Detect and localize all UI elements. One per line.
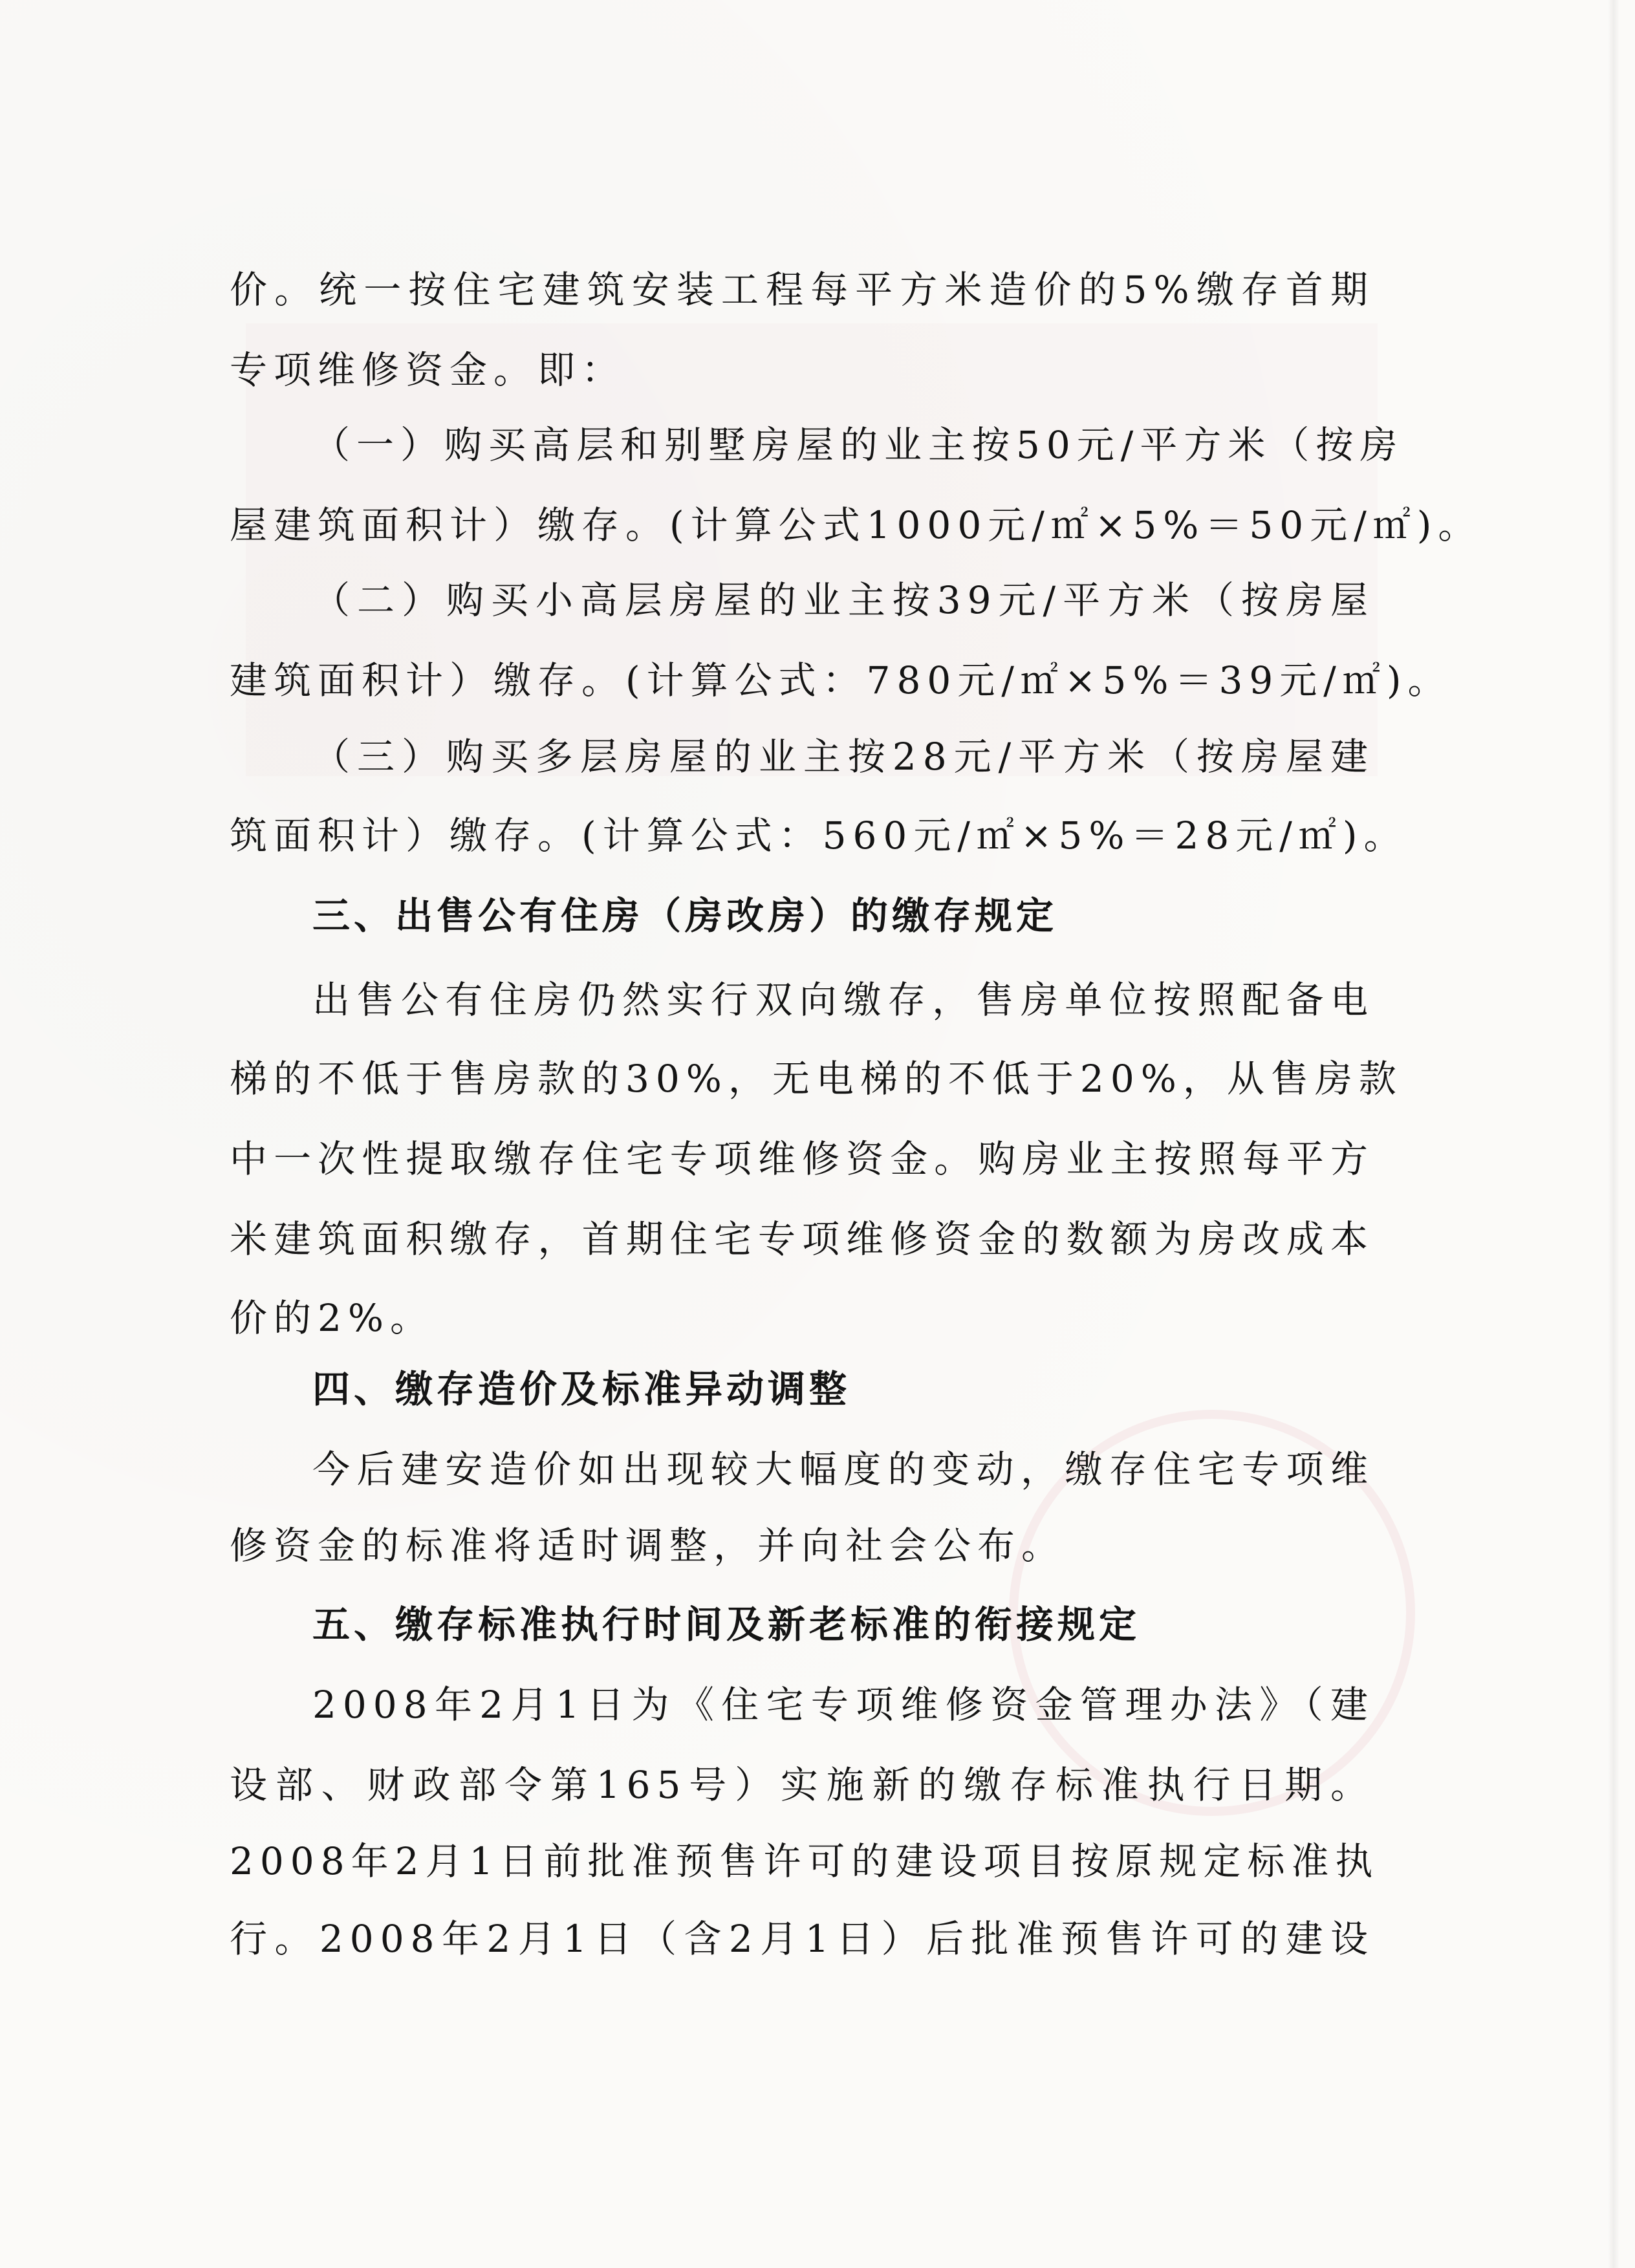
- list-item-3-line: （三）购买多层房屋的业主按28元/平方米（按房屋建: [312, 735, 1374, 779]
- paragraph-line: 2008年2月1日为《住宅专项维修资金管理办法》（建: [312, 1683, 1374, 1727]
- paragraph-line: 今后建安造价如出现较大幅度的变动，缴存住宅专项维: [312, 1447, 1374, 1491]
- paragraph-line: 专项维修资金。即：: [230, 348, 626, 392]
- scan-edge: [1608, 0, 1619, 2268]
- paragraph-line: 中一次性提取缴存住宅专项维修资金。购房业主按照每平方: [230, 1137, 1374, 1181]
- section-heading-5: 五、缴存标准执行时间及新老标准的衔接规定: [312, 1603, 1141, 1647]
- paragraph-line: 价。统一按住宅建筑安装工程每平方米造价的5%缴存首期: [230, 268, 1374, 312]
- paragraph-line: 价的2%。: [230, 1296, 435, 1340]
- list-item-1-line: 屋建筑面积计）缴存。(计算公式1000元/㎡×5%＝50元/㎡)。: [230, 503, 1482, 547]
- paragraph-line: 行。2008年2月1日（含2月1日）后批准预售许可的建设: [230, 1917, 1374, 1961]
- section-heading-4: 四、缴存造价及标准异动调整: [312, 1367, 851, 1411]
- list-item-3-line: 筑面积计）缴存。(计算公式：560元/㎡×5%＝28元/㎡)。: [230, 814, 1408, 858]
- list-item-1-line: （一）购买高层和别墅房屋的业主按50元/平方米（按房: [312, 423, 1404, 467]
- list-item-2-line: 建筑面积计）缴存。(计算公式：780元/㎡×5%＝39元/㎡)。: [230, 658, 1452, 702]
- paragraph-line: 设部、财政部令第165号）实施新的缴存标准执行日期。: [230, 1763, 1374, 1807]
- paragraph-line: 出售公有住房仍然实行双向缴存，售房单位按照配备电: [312, 978, 1374, 1022]
- section-heading-3: 三、出售公有住房（房改房）的缴存规定: [312, 894, 1058, 938]
- paragraph-line: 梯的不低于售房款的30%，无电梯的不低于20%，从售房款: [230, 1057, 1403, 1101]
- paragraph-line: 修资金的标准将适时调整，并向社会公布。: [230, 1524, 1066, 1568]
- list-item-2-line: （二）购买小高层房屋的业主按39元/平方米（按房屋: [312, 578, 1374, 622]
- paragraph-line: 米建筑面积缴存，首期住宅专项维修资金的数额为房改成本: [230, 1217, 1374, 1261]
- paragraph-line: 2008年2月1日前批准预售许可的建设项目按原规定标准执: [230, 1839, 1380, 1883]
